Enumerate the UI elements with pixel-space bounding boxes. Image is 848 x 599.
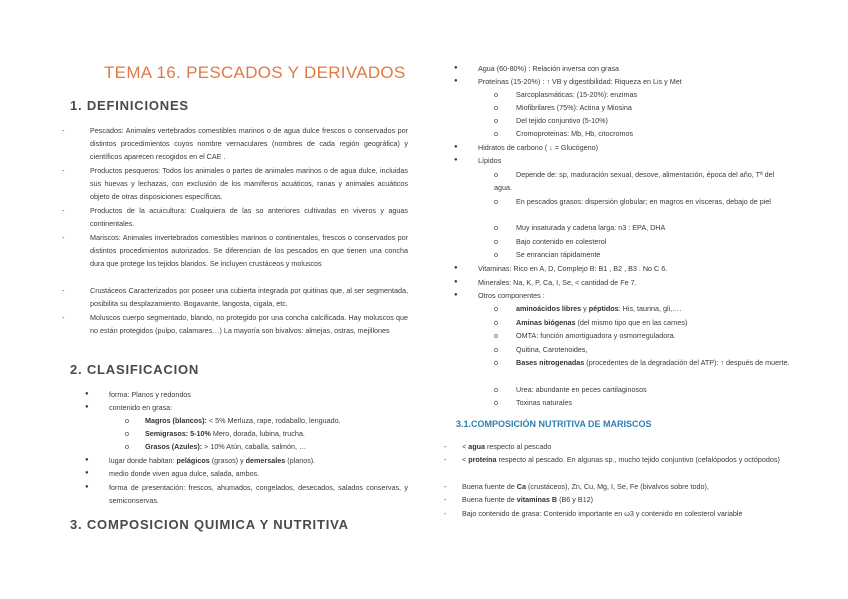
- list-item: o Se enrancian rápidamente: [494, 250, 601, 259]
- list-item: ● Minerales: Na, K, P, Ca, I, Se, < cantidad de Fe 7.: [454, 278, 637, 287]
- list-item: o OMTA: función amortiguadora y osmorreguladora.: [494, 331, 676, 340]
- list-item: ● Proteínas (15-20%) : ↑ VB y digestibilidad: Riqueza en Lis y Met: [454, 77, 682, 86]
- list-item: - Moluscos cuerpo segmentado, blando, no protegido por una concha calcificada. Hay moluscos que no están protegidos (pulpo, calamares…) La mayoría son bivalvos: almejas, ostras, mejillones: [62, 313, 408, 336]
- list-item: ● forma de presentación: frescos, ahumados, congelados, desecados, salados conservas, y semiconservas.: [85, 483, 408, 506]
- list-item: - Buena fuente de vitaminas B (B6 y B12): [444, 495, 594, 504]
- list-item: - Productos pesqueros: Todos los animales o partes de animales marinos o de agua dulce, incluidas sus huevas y lechazas, con exclusión de los mamíferos acuáticos, ranas y animales acuáticos objeto de otras disposiciones específicas.: [62, 166, 408, 202]
- list-item: - Pescados: Animales vertebrados comestibles marinos o de agua dulce frescos o conservados por distintos procedimientos cuyos nombre vernaculares (nombres de cada región geográfica) y científicos aparecen recogidos en el CAE .: [62, 126, 408, 162]
- list-item: o En pescados grasos: dispersión globular; en magros en vísceras, debajo de piel: [494, 197, 771, 206]
- list-item: - < proteína respecto al pescado. En algunas sp., mucho tejido conjuntivo (cefalópodos y octópodos): [444, 455, 780, 464]
- list-item: ● Agua (60-80%) : Relación inversa con grasa: [454, 64, 620, 73]
- list-item: ● contenido en grasa:: [85, 403, 173, 412]
- list-item: ● medio donde viven agua dulce, salada, ambos.: [85, 469, 260, 478]
- list-item: o Miofibrilares (75%): Actina y Miosina: [494, 103, 632, 112]
- list-item: o Semigrasos: 5-10% Mero, dorada, lubina, trucha.: [125, 429, 305, 438]
- list-item: ● Lípidos: [454, 156, 502, 165]
- section-heading-mariscos: 3.1.COMPOSICIÓN NUTRITIVA DE MARISCOS: [456, 419, 652, 429]
- list-item: ● lugar donde habitan: pelágicos (grasos) y demersales (planos).: [85, 456, 316, 465]
- list-item: o Del tejido conjuntivo (5-10%): [494, 116, 608, 125]
- list-item: ● forma: Planos y redondos: [85, 390, 191, 399]
- list-item: o Urea: abundante en peces cartilaginosos: [494, 385, 647, 394]
- list-item: ● Otros componentes :: [454, 291, 545, 300]
- list-item: o Aminas biógenas (del mismo tipo que en las carnes): [494, 318, 688, 327]
- list-item: - Buena fuente de Ca (crustáceos), Zn, Cu, Mg, I, Se, Fe (bivalvos sobre todo),: [444, 482, 709, 491]
- section-heading-composicion: 3. COMPOSICION QUIMICA Y NUTRITIVA: [70, 517, 349, 532]
- list-item: - Mariscos: Animales invertebrados comestibles marinos o continentales, frescos o conservados por distintos procedimientos autorizados. Se diferencian de los pescados en que tienen una concha dura que protege los tejidos blandos. Se incluyen crustáceos y moluscos: [62, 233, 408, 269]
- list-item: o Bajo contenido en colesterol: [494, 237, 607, 246]
- list-item: o Grasos (Azules): > 10% Atún, caballa, salmón, …: [125, 442, 307, 451]
- list-item: o Toxinas naturales: [494, 398, 572, 407]
- list-item: o aminoácidos libres y péptidos: His, taurina, gli,….: [494, 304, 682, 313]
- list-item: o Magros (blancos): < 5% Merluza, rape, rodaballo, lenguado.: [125, 416, 341, 425]
- list-item: - < agua respecto al pescado: [444, 442, 552, 451]
- list-item: - Productos de la acuicultura: Cualquiera de las so anteriores cultivadas en viveros y aguas continentales.: [62, 206, 408, 229]
- list-item: ● Vitaminas: Rico en A, D, Complejo B: B1 , B2 , B3 . No C 6.: [454, 264, 668, 273]
- list-item: - Crustáceos Caracterizados por poseer una cubierta integrada por quitinas que, al ser segmentada, posibilita su desplazamiento. Bogavante, langosta, cigala, etc.: [62, 286, 408, 309]
- section-heading-clasificacion: 2. CLASIFICACION: [70, 362, 200, 377]
- list-item: o Muy insaturada y cadena larga: n3 : EPA, DHA: [494, 223, 666, 232]
- list-item: ● Hidratos de carbono ( ↓ = Glucógeno): [454, 143, 599, 152]
- list-item: o Depende de: sp, maduración sexual, desove, alimentación, época del año, Tª del agua.: [494, 170, 775, 193]
- list-item: - Bajo contenido de grasa: Contenido importante en ω3 y contenido en colesterol variable: [444, 509, 743, 518]
- list-item: o Quitina, Carotenoides,: [494, 345, 588, 354]
- list-item: o Cromoproteinas: Mb, Hb, citocromos: [494, 129, 634, 138]
- page-title: TEMA 16. PESCADOS Y DERIVADOS: [104, 63, 406, 82]
- list-item: o Sarcoplasmáticas: (15-20%): enzimas: [494, 90, 638, 99]
- section-heading-definiciones: 1. DEFINICIONES: [70, 98, 189, 113]
- list-item: o Bases nitrogenadas (procedentes de la degradación del ATP): ↑ después de muerte.: [494, 358, 790, 367]
